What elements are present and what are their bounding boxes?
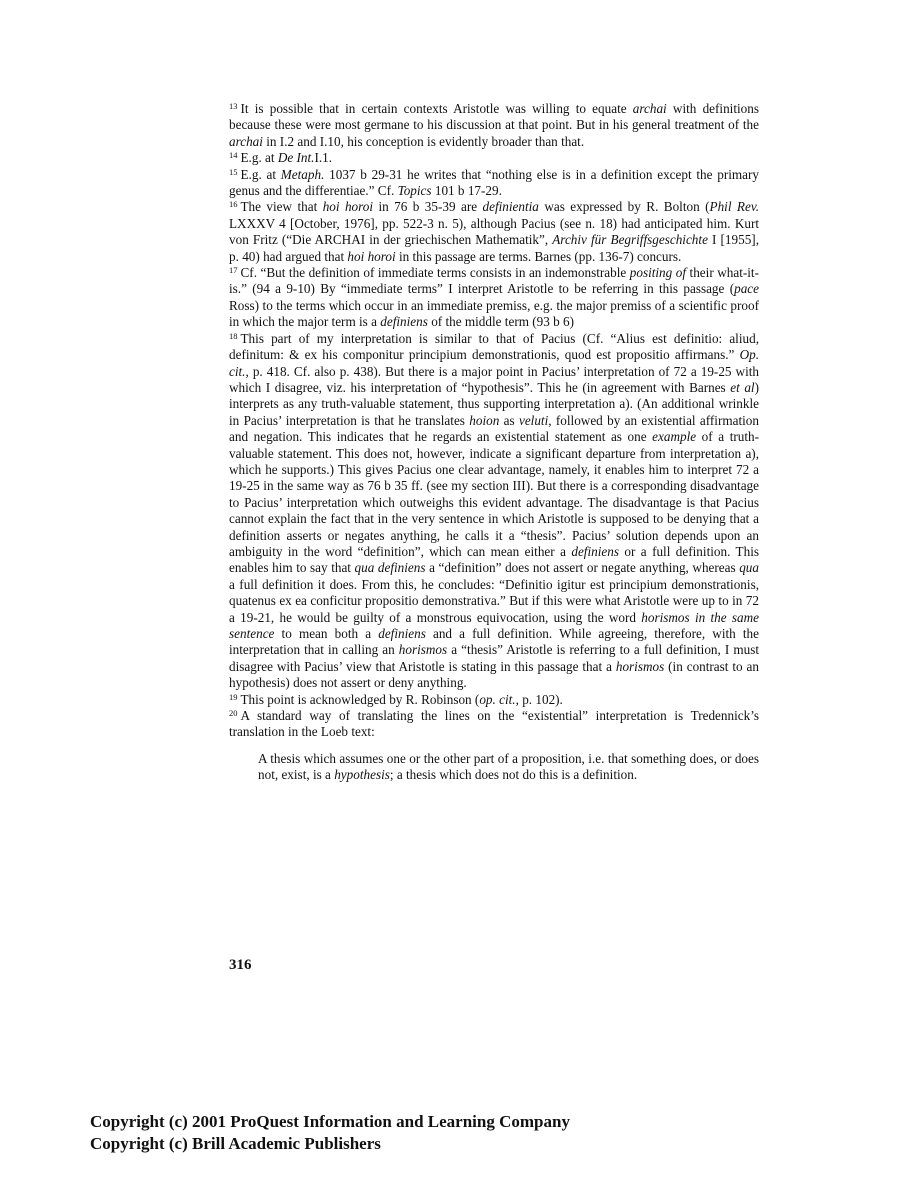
- footnote-number: 19: [229, 691, 238, 702]
- footnote-text: Cf. “But the definition of immediate terms consists in an indemonstrable positing of their what-it-is.” (94 a 9-10) By “immediate terms” I interpret Aristotle to be referring in this passage (pace Ross) to the terms which occur in an immediate premiss, e.g. the major premiss of a scientific proof in which the major term is a definiens of the middle term (93 b 6): [229, 265, 759, 330]
- block-quote: A thesis which assumes one or the other part of a proposition, i.e. that something does, or does not, exist, is a hypothesis; a thesis which does not do this is a definition.: [258, 750, 759, 783]
- footnote-number: 13: [229, 101, 238, 111]
- footnote-text: It is possible that in certain contexts Aristotle was willing to equate archai with definitions because these were most germane to his discussion at that point. But in his general treatment of the archai in I.2 and I.10, his conception is evidently broader than that.: [229, 101, 759, 149]
- copyright-line: Copyright (c) 2001 ProQuest Information and Learning Company: [90, 1112, 570, 1131]
- footnote-text: E.g. at De Int.I.1.: [240, 150, 333, 166]
- footnote-17: [229, 265, 759, 331]
- footnote-18: [229, 331, 759, 692]
- footnote-number: 15: [229, 166, 238, 177]
- footnote-13: [229, 101, 759, 150]
- footnote-text: A standard way of translating the lines on the “existential” interpretation is Tredennick’s translation in the Loeb text:: [229, 708, 759, 740]
- footnote-text: This point is acknowledged by R. Robinson (op. cit., p. 102).: [240, 691, 563, 707]
- footnote-15: [229, 167, 759, 200]
- footnote-number: 18: [229, 330, 238, 341]
- footnotes: [229, 101, 759, 784]
- footnote-number: 20: [229, 708, 238, 719]
- copyright-line: Copyright (c) Brill Academic Publishers: [90, 1134, 381, 1153]
- footnote-number: 14: [229, 150, 238, 161]
- footnote-number: 17: [229, 265, 238, 276]
- footnote-16: [229, 199, 759, 265]
- footnote-text: E.g. at Metaph. 1037 b 29-31 he writes that “nothing else is in a definition except the primary genus and the differentiae.” Cf. Topics 101 b 17-29.: [229, 166, 759, 199]
- footnote-text: This part of my interpretation is similar to that of Pacius (Cf. “Alius est definitio: aliud, definitum: & ex his componitur principium demonstrationis, quod est propositio affirmans.” Op. cit., p. 418. Cf. also p. 438). But there is a major point in Pacius’ interpretation of 72 a 19-25 with which I disagree, viz. his interpretation of “hypothesis”. This he (in agreement with Barnes et al) interprets as any truth-valuable statement, thus supporting interpretation a). (An additional wrinkle in Pacius’ interpretation is that he translates hoion as veluti, followed by an existential affirmation and negation. This indicates that he regards an existential statement as one example of a truth-valuable statement. This does not, however, indicate a significant departure from interpretation a), which he supports.) This gives Pacius one clear advantage, namely, it enables him to interpret 72 a 19-25 in the same way as 76 b 35 ff. (see my section III). But there is a corresponding disadvantage to Pacius’ interpretation which outweighs this evident advantage. The disadvantage is that Pacius cannot explain the fact that in the very sentence in which Aristotle is supposed to be denying that a definition asserts or negates anything, he calls it a “thesis”. Pacius’ solution depends upon an ambiguity in the word “definition”, which can mean either a definiens or a full definition. This enables him to say that qua definiens a “definition” does not assert or negate anything, whereas qua a full definition it does. From this, he concludes: “Definitio igitur est principium demonstrationis, quatenus ex ea conficitur propositio demonstrativa.” But if this were what Aristotle were up to in 72 a 19-21, he would be guilty of a monstrous equivocation, using the word horismos in the same sentence to mean both a definiens and a full definition. While agreeing, therefore, with the interpretation that in calling an horismos a “thesis” Aristotle is referring to a full definition, I must disagree with Pacius’ view that Aristotle is stating in this passage that a horismos (in contrast to an hypothesis) does not assert or deny anything.: [229, 330, 760, 691]
- footnote-number: 16: [229, 199, 238, 210]
- copyright-notice: [90, 1111, 570, 1155]
- footnote-text: The view that hoi horoi in 76 b 35-39 are definientia was expressed by R. Bolton (Phil Rev. LXXXV 4 [October, 1976], pp. 522-3 n. 5), although Pacius (see n. 18) had anticipated him. Kurt von Fritz (“Die ARCHAI in der griechischen Mathematik”, Archiv für Begriffsgeschichte I [1955], p. 40) had argued that hoi horoi in this passage are terms. Barnes (pp. 136-7) concurs.: [229, 199, 759, 264]
- footnote-20: [229, 708, 759, 741]
- footnote-14: [229, 150, 759, 166]
- page-number: 316: [229, 957, 252, 973]
- footnote-19: [229, 692, 759, 708]
